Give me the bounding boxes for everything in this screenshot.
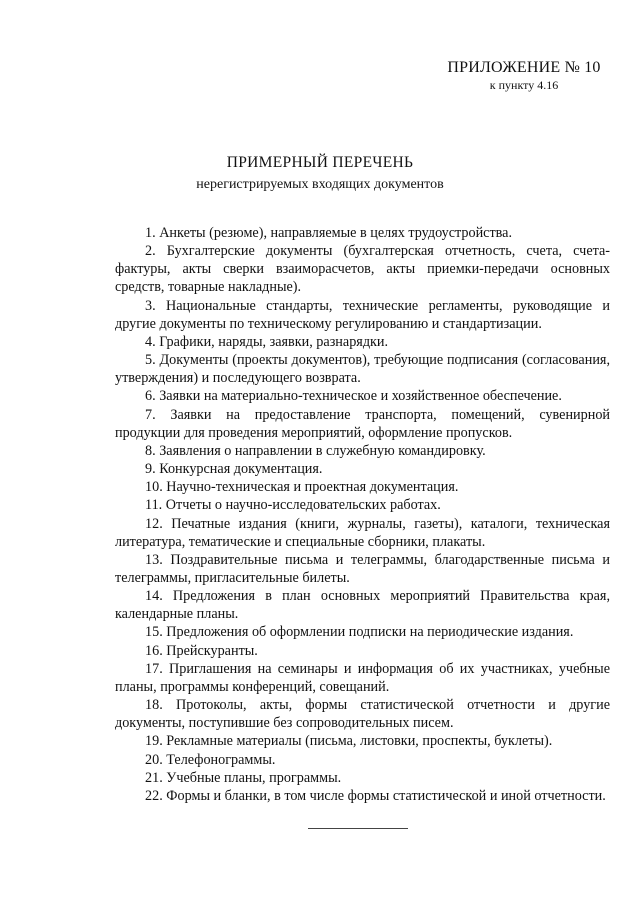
list-item bbox=[115, 732, 610, 750]
list-item bbox=[115, 587, 610, 623]
document-list bbox=[115, 224, 610, 805]
list-item-text: Конкурсная документация. bbox=[159, 461, 323, 478]
list-item-text: Анкеты (резюме), направляемые в целях трудоустройства. bbox=[159, 225, 513, 241]
list-item bbox=[115, 242, 610, 296]
list-item-number: 18. bbox=[145, 697, 163, 714]
list-item-number: 9. bbox=[145, 461, 156, 478]
list-item-text: Заявки на материально-техническое и хозяйственное обеспечение. bbox=[159, 388, 562, 405]
list-item-text: Поздравительные письма и телеграммы, благодарственные письма и телеграммы, пригласительные билеты. bbox=[115, 551, 610, 586]
list-item bbox=[115, 478, 610, 496]
list-item-text: Научно-техническая и проектная документация. bbox=[166, 479, 459, 496]
list-item bbox=[115, 406, 610, 442]
list-item-text: Печатные издания (книги, журналы, газеты), каталоги, техническая литература, тематические и специальные сборники, плакаты. bbox=[115, 515, 610, 550]
list-item-number: 16. bbox=[145, 642, 163, 659]
list-item bbox=[115, 496, 610, 514]
document-heading bbox=[0, 153, 640, 194]
page-title: ПРИМЕРНЫЙ ПЕРЕЧЕНЬ bbox=[226, 154, 414, 171]
list-item-number: 2. bbox=[145, 243, 156, 260]
list-item-text: Приглашения на семинары и информация об их участниках, учебные планы, программы конференций, совещаний. bbox=[115, 660, 611, 695]
list-item-number: 7. bbox=[145, 406, 156, 423]
list-item-text: Отчеты о научно-исследовательских работах. bbox=[165, 497, 441, 514]
list-item-text: Документы (проекты документов), требующие подписания (согласования, утверждения) и последующего возврата. bbox=[115, 352, 610, 387]
list-item-number: 22. bbox=[145, 787, 163, 804]
list-item-number: 19. bbox=[145, 733, 163, 750]
list-item-number: 8. bbox=[145, 442, 156, 459]
list-item bbox=[115, 751, 610, 769]
appendix-title: ПРИЛОЖЕНИЕ № 10 bbox=[447, 59, 601, 76]
list-item bbox=[115, 623, 610, 641]
list-item bbox=[115, 769, 610, 787]
list-item-text: Бухгалтерские документы (бухгалтерская отчетность, счета, счета-фактуры, акты сверки взаиморасчетов, акты приемки-передачи основных средств, товарные накладные). bbox=[115, 243, 611, 296]
list-item bbox=[115, 660, 610, 696]
list-item-text: Заявки на предоставление транспорта, помещений, сувенирной продукции для проведения мероприятий, оформление пропусков. bbox=[115, 406, 611, 441]
list-item-number: 11. bbox=[145, 497, 163, 514]
list-item bbox=[115, 460, 610, 478]
list-item-number: 3. bbox=[145, 297, 156, 314]
list-item bbox=[115, 696, 610, 732]
list-item-number: 4. bbox=[145, 333, 156, 350]
list-item-text: Предложения в план основных мероприятий Правительства края, календарные планы. bbox=[115, 588, 611, 623]
list-item-number: 20. bbox=[145, 751, 163, 768]
list-item-number: 12. bbox=[145, 515, 163, 532]
list-item-number: 14. bbox=[145, 588, 163, 605]
list-item-text: Формы и бланки, в том числе формы статистической и иной отчетности. bbox=[166, 787, 606, 804]
footer-divider bbox=[308, 828, 408, 829]
list-item bbox=[115, 297, 610, 333]
list-item-text: Графики, наряды, заявки, разнарядки. bbox=[159, 333, 389, 350]
list-item-number: 21. bbox=[145, 769, 163, 786]
list-item-number: 6. bbox=[145, 388, 156, 405]
list-item-number: 13. bbox=[145, 551, 163, 568]
list-item-text: Рекламные материалы (письма, листовки, проспекты, буклеты). bbox=[166, 733, 553, 750]
list-item bbox=[115, 515, 610, 551]
appendix-reference: к пункту 4.16 bbox=[489, 78, 559, 92]
list-item-number: 15. bbox=[145, 624, 163, 641]
list-item bbox=[115, 787, 610, 805]
list-item-text: Предложения об оформлении подписки на периодические издания. bbox=[166, 624, 574, 641]
list-item-text: Национальные стандарты, технические регламенты, руководящие и другие документы по техническому регулированию и стандартизации. bbox=[115, 297, 610, 332]
appendix-header bbox=[409, 58, 609, 92]
list-item bbox=[115, 333, 610, 351]
list-item-text: Телефонограммы. bbox=[166, 751, 276, 768]
list-item bbox=[115, 387, 610, 405]
list-item-number: 1. bbox=[145, 225, 156, 241]
list-item-text: Учебные планы, программы. bbox=[166, 769, 342, 786]
page-subtitle: нерегистрируемых входящих документов bbox=[196, 177, 444, 192]
list-item bbox=[115, 224, 610, 242]
list-item bbox=[115, 642, 610, 660]
list-item bbox=[115, 442, 610, 460]
list-item-number: 10. bbox=[145, 479, 163, 496]
list-item-text: Прейскуранты. bbox=[166, 642, 258, 659]
list-item bbox=[115, 351, 610, 387]
list-item bbox=[115, 551, 610, 587]
list-item-text: Заявления о направлении в служебную командировку. bbox=[159, 442, 486, 459]
list-item-number: 5. bbox=[145, 352, 156, 369]
list-item-number: 17. bbox=[145, 660, 163, 677]
list-item-text: Протоколы, акты, формы статистической отчетности и другие документы, поступившие без сопроводительных писем. bbox=[115, 697, 610, 732]
